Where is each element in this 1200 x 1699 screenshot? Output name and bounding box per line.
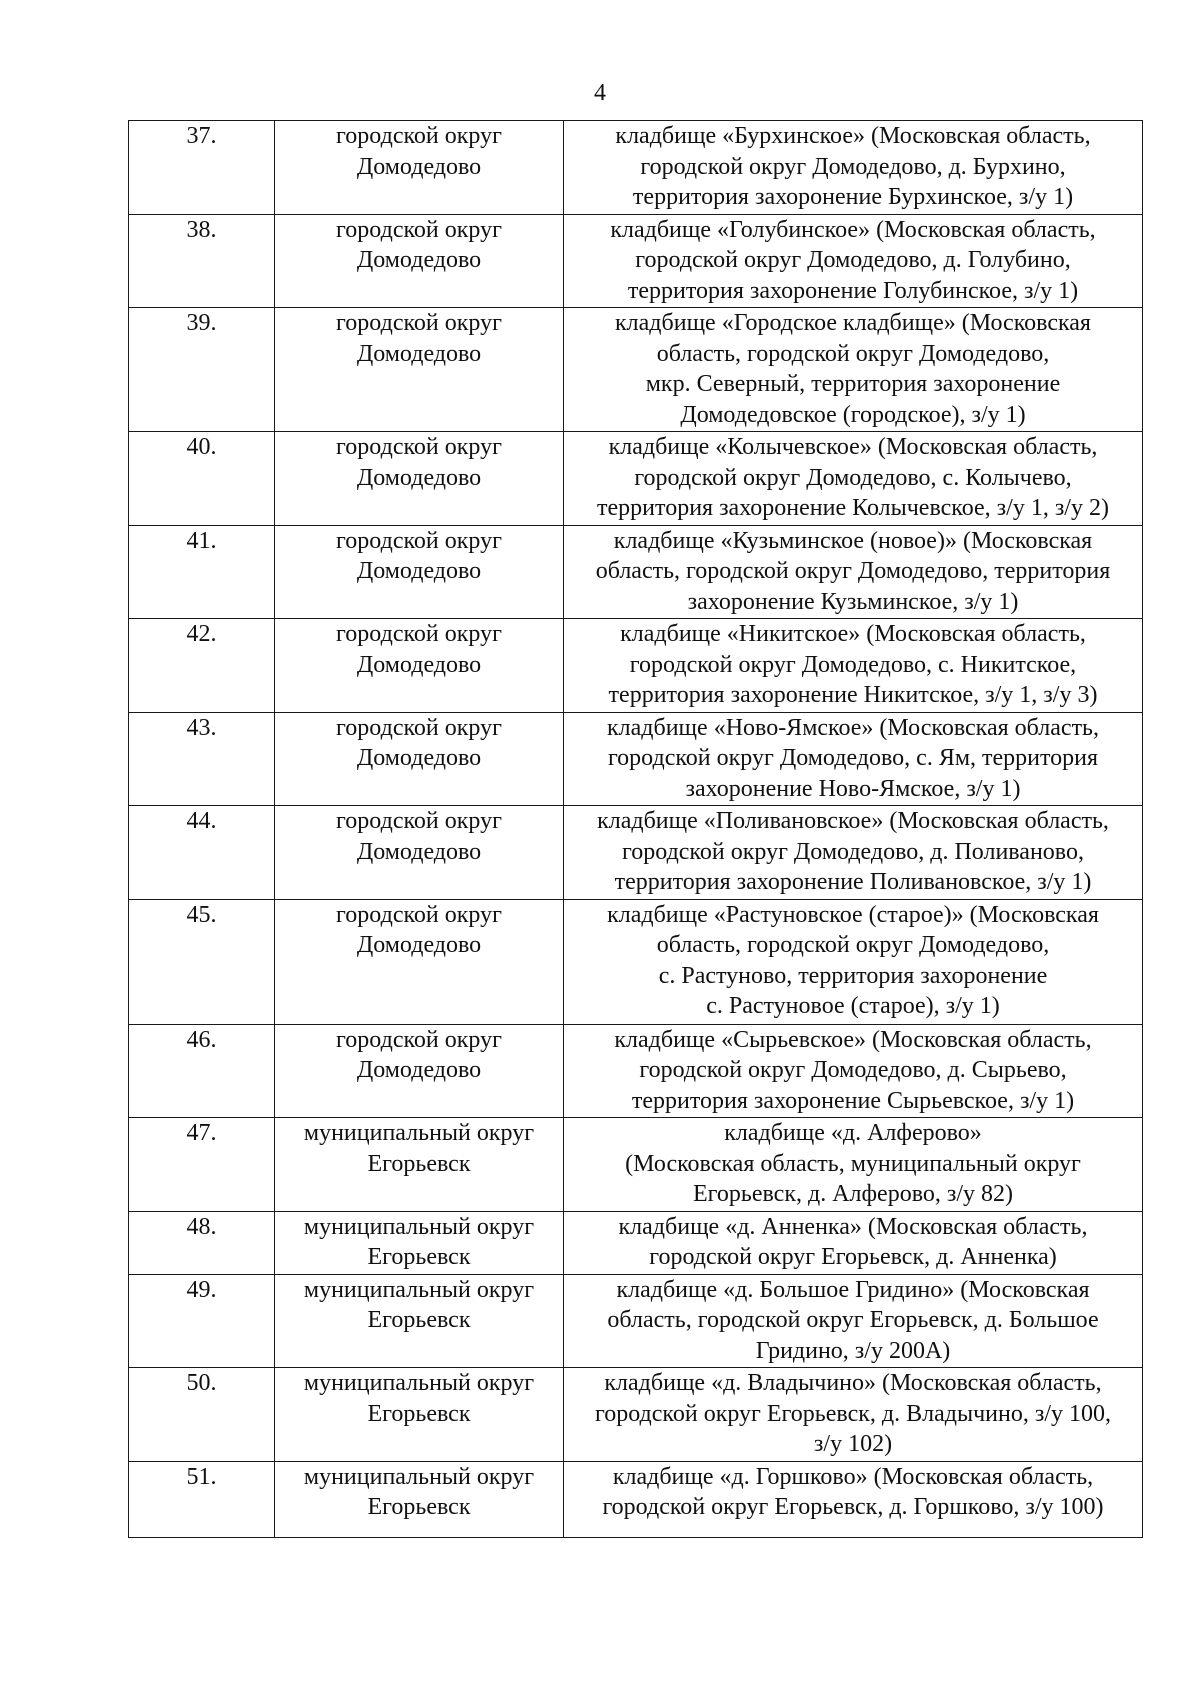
cemetery-line: городской округ Егорьевск, д. Владычино, з/у 100, <box>595 1400 1111 1427</box>
table-row <box>129 1211 1143 1274</box>
cemetery-cell <box>564 1211 1143 1274</box>
row-number <box>129 1211 275 1274</box>
cemetery-line: с. Растуновое (старое), з/у 1) <box>706 993 1000 1019</box>
district-line: городской округ <box>336 216 502 243</box>
cemetery-cell <box>564 1118 1143 1212</box>
cemetery-line: кладбище «Кузьминское (новое)» (Московская <box>613 527 1093 554</box>
table-row <box>129 899 1143 1024</box>
cemetery-line: кладбище «Городское кладбище» (Московская <box>615 310 1091 336</box>
cemetery-line: Егорьевск, д. Алферово, з/у 82) <box>692 1181 1014 1207</box>
district-line: городской округ <box>336 527 502 554</box>
cemetery-line: область, городской округ Домодедово, <box>656 932 1050 958</box>
cemetery-line: мкр. Северный, территория захоронение <box>645 371 1061 397</box>
district-line: городской округ <box>336 621 502 647</box>
table-row <box>129 1461 1143 1537</box>
cemetery-cell <box>564 1461 1143 1537</box>
cemetery-line: городской округ Домодедово, д. Бурхино, <box>640 153 1066 180</box>
district-cell <box>275 1024 564 1118</box>
row-number-text: 38. <box>186 216 217 243</box>
cemetery-table-body <box>129 121 1143 1538</box>
cemetery-line: городской округ Домодедово, д. Голубино, <box>635 247 1071 273</box>
cemetery-line: кладбище «Поливановское» (Московская область, <box>597 808 1109 834</box>
row-number <box>129 1118 275 1212</box>
district-line: городской округ <box>336 434 502 460</box>
table-row <box>129 214 1143 308</box>
row-number <box>129 525 275 619</box>
district-line: муниципальный округ <box>303 1213 535 1240</box>
cemetery-cell <box>564 712 1143 806</box>
district-line: городской округ <box>336 310 502 336</box>
cemetery-line: городской округ Егорьевск, д. Анненка) <box>649 1244 1057 1270</box>
table-row <box>129 1274 1143 1368</box>
row-number-text: 49. <box>186 1276 217 1303</box>
district-cell <box>275 712 564 806</box>
table-row <box>129 525 1143 619</box>
cemetery-line: городской округ Домодедово, с. Никитское, <box>629 651 1077 678</box>
district-line: городской округ <box>336 714 502 741</box>
table-row <box>129 1368 1143 1462</box>
district-cell <box>275 1368 564 1462</box>
table-row <box>129 1118 1143 1212</box>
cemetery-line: з/у 102) <box>813 1431 893 1457</box>
row-number <box>129 806 275 900</box>
district-line: Домодедово <box>356 464 482 491</box>
cemetery-cell <box>564 1274 1143 1368</box>
cemetery-line: территория захоронение Сырьевское, з/у 1) <box>631 1087 1075 1114</box>
district-cell <box>275 1461 564 1537</box>
cemetery-line: городской округ Егорьевск, д. Горшково, з/у 100) <box>602 1494 1104 1520</box>
district-cell <box>275 214 564 308</box>
cemetery-line: с. Растуново, территория захоронение <box>658 962 1048 989</box>
cemetery-line: Домодедовское (городское), з/у 1) <box>680 401 1026 428</box>
row-number-text: 44. <box>186 808 217 834</box>
table-row <box>129 619 1143 713</box>
cemetery-cell <box>564 619 1143 713</box>
row-number <box>129 308 275 432</box>
district-cell <box>275 432 564 526</box>
district-line: Домодедово <box>356 1057 482 1083</box>
row-number-text: 47. <box>186 1120 217 1146</box>
cemetery-cell <box>564 121 1143 215</box>
district-cell <box>275 525 564 619</box>
cemetery-line: кладбище «Колычевское» (Московская область, <box>608 434 1098 460</box>
row-number <box>129 432 275 526</box>
cemetery-line: территория захоронение Поливановское, з/у 1) <box>614 869 1092 895</box>
cemetery-cell <box>564 525 1143 619</box>
district-cell <box>275 121 564 215</box>
cemetery-line: область, городской округ Домодедово, территория <box>595 558 1111 584</box>
district-cell <box>275 619 564 713</box>
cemetery-line: кладбище «Голубинское» (Московская область, <box>610 216 1096 243</box>
cemetery-line: кладбище «д. Алферово» <box>724 1120 982 1146</box>
row-number-text: 40. <box>186 434 217 460</box>
district-line: муниципальный округ <box>303 1276 535 1303</box>
district-line: Егорьевск <box>367 1494 471 1520</box>
cemetery-line: кладбище «д. Горшково» (Московская область, <box>612 1463 1094 1490</box>
cemetery-line: городской округ Домодедово, с. Ям, территория <box>607 745 1099 771</box>
page-number: 4 <box>594 80 606 106</box>
district-line: Егорьевск <box>367 1244 471 1270</box>
row-number-text: 45. <box>186 901 217 928</box>
cemetery-cell <box>564 308 1143 432</box>
row-number-text: 39. <box>186 310 217 336</box>
row-number <box>129 214 275 308</box>
row-number-text: 37. <box>186 123 217 149</box>
district-line: Домодедово <box>356 558 482 584</box>
table-row <box>129 121 1143 215</box>
row-number-text: 43. <box>186 714 217 741</box>
row-number <box>129 1024 275 1118</box>
district-cell <box>275 308 564 432</box>
district-line: Домодедово <box>356 932 482 958</box>
row-number <box>129 1274 275 1368</box>
district-line: муниципальный округ <box>303 1463 535 1490</box>
row-number <box>129 899 275 1024</box>
cemetery-line: область, городской округ Егорьевск, д. Большое <box>607 1307 1099 1333</box>
district-line: Домодедово <box>356 247 482 273</box>
cemetery-line: кладбище «Сырьевское» (Московская область, <box>614 1026 1092 1053</box>
cemetery-line: территория захоронение Колычевское, з/у 1, з/у 2) <box>597 495 1109 521</box>
district-line: Домодедово <box>356 651 482 678</box>
table-row <box>129 712 1143 806</box>
cemetery-line: городской округ Домодедово, д. Поливаново, <box>622 838 1084 865</box>
district-cell <box>275 806 564 900</box>
cemetery-line: кладбище «д. Владычино» (Московская область, <box>604 1370 1102 1396</box>
cemetery-line: кладбище «д. Анненка» (Московская область, <box>618 1213 1088 1240</box>
district-line: Егорьевск <box>367 1307 471 1333</box>
cemetery-line: кладбище «Никитское» (Московская область, <box>620 621 1086 647</box>
district-line: городской округ <box>336 1026 502 1053</box>
cemetery-line: кладбище «д. Большое Гридино» (Московская <box>616 1276 1090 1303</box>
table-row <box>129 1024 1143 1118</box>
district-cell <box>275 1211 564 1274</box>
cemetery-cell <box>564 1368 1143 1462</box>
row-number-text: 41. <box>186 527 217 554</box>
row-number <box>129 712 275 806</box>
table-row <box>129 432 1143 526</box>
cemetery-line: захоронение Кузьминское, з/у 1) <box>687 588 1019 615</box>
district-line: Домодедово <box>356 838 482 865</box>
row-number <box>129 619 275 713</box>
district-line: муниципальный округ <box>303 1370 535 1396</box>
district-cell <box>275 1274 564 1368</box>
cemetery-cell <box>564 214 1143 308</box>
table-row <box>129 308 1143 432</box>
district-cell <box>275 1118 564 1212</box>
row-number <box>129 1461 275 1537</box>
cemetery-line: кладбище «Бурхинское» (Московская область, <box>615 123 1091 149</box>
row-number-text: 46. <box>186 1026 217 1053</box>
cemetery-line: кладбище «Растуновское (старое)» (Московская <box>607 901 1099 928</box>
row-number <box>129 1368 275 1462</box>
district-line: Домодедово <box>356 340 482 367</box>
cemetery-line: территория захоронение Никитское, з/у 1, з/у 3) <box>608 682 1098 708</box>
district-line: Егорьевск <box>367 1150 471 1177</box>
cemetery-line: (Московская область, муниципальный округ <box>625 1150 1081 1177</box>
cemetery-cell <box>564 806 1143 900</box>
cemetery-line: городской округ Домодедово, с. Колычево, <box>634 464 1072 491</box>
cemetery-line: городской округ Домодедово, д. Сырьево, <box>639 1057 1067 1083</box>
cemetery-cell <box>564 1024 1143 1118</box>
district-line: Домодедово <box>356 153 482 180</box>
cemetery-line: область, городской округ Домодедово, <box>656 340 1050 367</box>
district-line: муниципальный округ <box>303 1120 535 1146</box>
cemetery-line: захоронение Ново-Ямское, з/у 1) <box>685 775 1021 802</box>
district-line: городской округ <box>336 123 502 149</box>
row-number-text: 50. <box>186 1370 217 1396</box>
cemetery-line: Гридино, з/у 200А) <box>755 1337 951 1364</box>
district-line: городской округ <box>336 901 502 928</box>
cemetery-line: кладбище «Ново-Ямское» (Московская область, <box>607 714 1099 741</box>
cemetery-line: территория захоронение Бурхинское, з/у 1) <box>632 184 1074 210</box>
row-number-text: 42. <box>186 621 217 647</box>
cemetery-cell <box>564 899 1143 1024</box>
table-row <box>129 806 1143 900</box>
district-cell <box>275 899 564 1024</box>
cemetery-cell <box>564 432 1143 526</box>
district-line: Домодедово <box>356 745 482 771</box>
row-number-text: 48. <box>186 1213 217 1240</box>
district-line: Егорьевск <box>367 1400 471 1427</box>
district-line: городской округ <box>336 808 502 834</box>
cemetery-line: территория захоронение Голубинское, з/у 1) <box>627 277 1079 304</box>
row-number <box>129 121 275 215</box>
row-number-text: 51. <box>186 1463 217 1490</box>
cemetery-table <box>128 120 1143 1538</box>
